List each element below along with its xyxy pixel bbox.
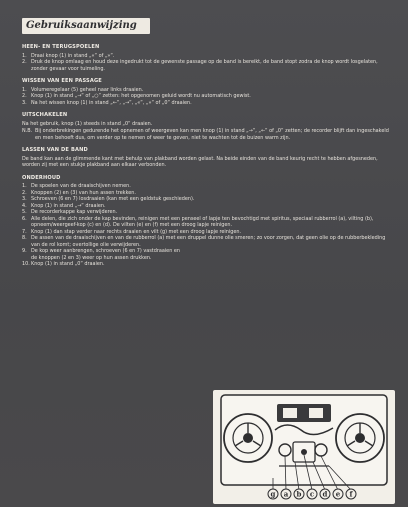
note xyxy=(22,128,390,141)
list-item xyxy=(22,59,390,72)
item-text: Na het wissen knop (1) in stand „←“, „→“, „«“, „»“ of „0“ draaien. xyxy=(31,99,192,106)
item-text: Draai knop (1) in stand „«“ of „»“. xyxy=(31,52,115,59)
item-text: De kop weer aanbrengen, schroeven (6 en 7) vastdraaien en de knoppen (2 en 3) weer op hun assen drukken. xyxy=(31,248,180,261)
item-text: Knop (1) dan stap verder naar rechts draaien en vilt (g) met een droog lapje reinigen. xyxy=(31,228,242,235)
item-number: 4. xyxy=(22,202,27,209)
section-title: WISSEN VAN EEN PASSAGE xyxy=(22,78,102,84)
item-text: De assen van de draaischijven en van de rubberrol (a) met een druppel dunne olie smeren; zo voor zorgen, dat geen olie op de rubberbekleding van de rol komt; overtollige olie verwijderen. xyxy=(31,235,386,248)
label-e: e xyxy=(335,489,341,499)
item-text: Alle delen, die zich onder de kap bevinden, reinigen met een penseel of lapje ten bevochtigd met spiritus, speciaal rubberrol (a), vilting (b), opneem/weergeef-kop (c) en (d). De vilten (e) en (f) met een droog lapje reinigen. xyxy=(31,215,374,228)
label-g: g xyxy=(270,489,276,499)
item-number: 3. xyxy=(22,99,27,106)
section-title: LASSEN VAN DE BAND xyxy=(22,147,88,153)
item-text: Knop (1) in stand „→“ of „○“ zetten: het opgenomen geluid wordt nu automatisch gewist. xyxy=(31,93,251,99)
section-title: HEEN- EN TERUGSPOELEN xyxy=(22,44,100,50)
paragraph: De band kan aan de glimmende kant met behulp van plakband worden gelast. Na beide einden van de band keurig recht te hebben afgesneden, worden zij met een stukje plakband aan elkaar verbonden. xyxy=(22,155,378,168)
section-erase xyxy=(22,78,390,106)
item-text: Knop (1) in stand „→“ draaien. xyxy=(31,202,106,209)
item-number: 8. xyxy=(22,235,27,241)
label-d: d xyxy=(322,489,328,499)
page-title: Gebruiksaanwijzing xyxy=(26,20,137,31)
paragraph: Na het gebruik, knop (1) steeds in stand „0“ draaien. xyxy=(22,120,153,127)
item-text: Knoppen (2) en (3) van hun assen trekken. xyxy=(31,189,136,196)
list-item xyxy=(22,261,390,268)
instructions-body xyxy=(22,44,390,274)
item-text: Druk de knop omlaag en houd deze ingedrukt tot de gewenste passage op de band is bereikt, de band stopt zodra de knop wordt losgelaten, zonder gevaar voor tuimeling. xyxy=(31,59,378,72)
note-text: Bij onderbrekingen gedurende het opnemen of weergeven kan men knop (1) in stand „→“, „←“ of „0“ zetten; de recorder blijft dan ingeschakeld en men behoeft dus, om verder op te nemen of weer te geven, niet te wachten tot de buizen warm zijn. xyxy=(35,128,389,141)
section-rewind xyxy=(22,44,390,72)
item-number: 10. xyxy=(22,261,30,267)
item-number: 1. xyxy=(22,183,27,189)
tape-recorder-diagram xyxy=(213,390,395,504)
item-number: 1. xyxy=(22,86,27,93)
list-item xyxy=(22,248,390,261)
title-banner xyxy=(22,18,150,34)
label-c: c xyxy=(309,489,315,499)
item-number: 5. xyxy=(22,209,27,215)
item-text: Knop (1) in stand „0“ draaien. xyxy=(31,261,105,267)
part-labels xyxy=(268,489,356,499)
item-number: 2. xyxy=(22,59,27,65)
section-switch-off xyxy=(22,112,390,141)
label-f: f xyxy=(349,489,353,499)
item-number: 2. xyxy=(22,93,27,99)
list-item xyxy=(22,235,390,248)
item-text: De spoelen van de draaischijven nemen. xyxy=(31,183,131,189)
item-number: 1. xyxy=(22,52,27,59)
label-a: a xyxy=(283,489,289,499)
item-number: 2. xyxy=(22,189,27,196)
item-number: 6. xyxy=(22,215,27,222)
section-title: UITSCHAKELEN xyxy=(22,112,68,118)
list-item xyxy=(22,100,390,107)
note-label: N.B. xyxy=(22,128,33,134)
recorder-drawing xyxy=(213,390,395,504)
section-maintenance xyxy=(22,175,390,268)
item-number: 7. xyxy=(22,228,27,235)
item-text: De recorderkappe kap verwijderen. xyxy=(31,209,118,215)
item-text: Schroeven (6 en 7) losdraaien (kan met een geldstuk geschieden). xyxy=(31,196,195,202)
list-item xyxy=(22,216,390,229)
label-b: b xyxy=(296,489,302,499)
section-title: ONDERHOUD xyxy=(22,174,61,181)
item-number: 3. xyxy=(22,196,27,202)
item-number: 9. xyxy=(22,248,27,254)
section-splicing xyxy=(22,147,390,169)
item-text: Volumeregelaar (5) geheel naar links draaien. xyxy=(31,86,144,93)
